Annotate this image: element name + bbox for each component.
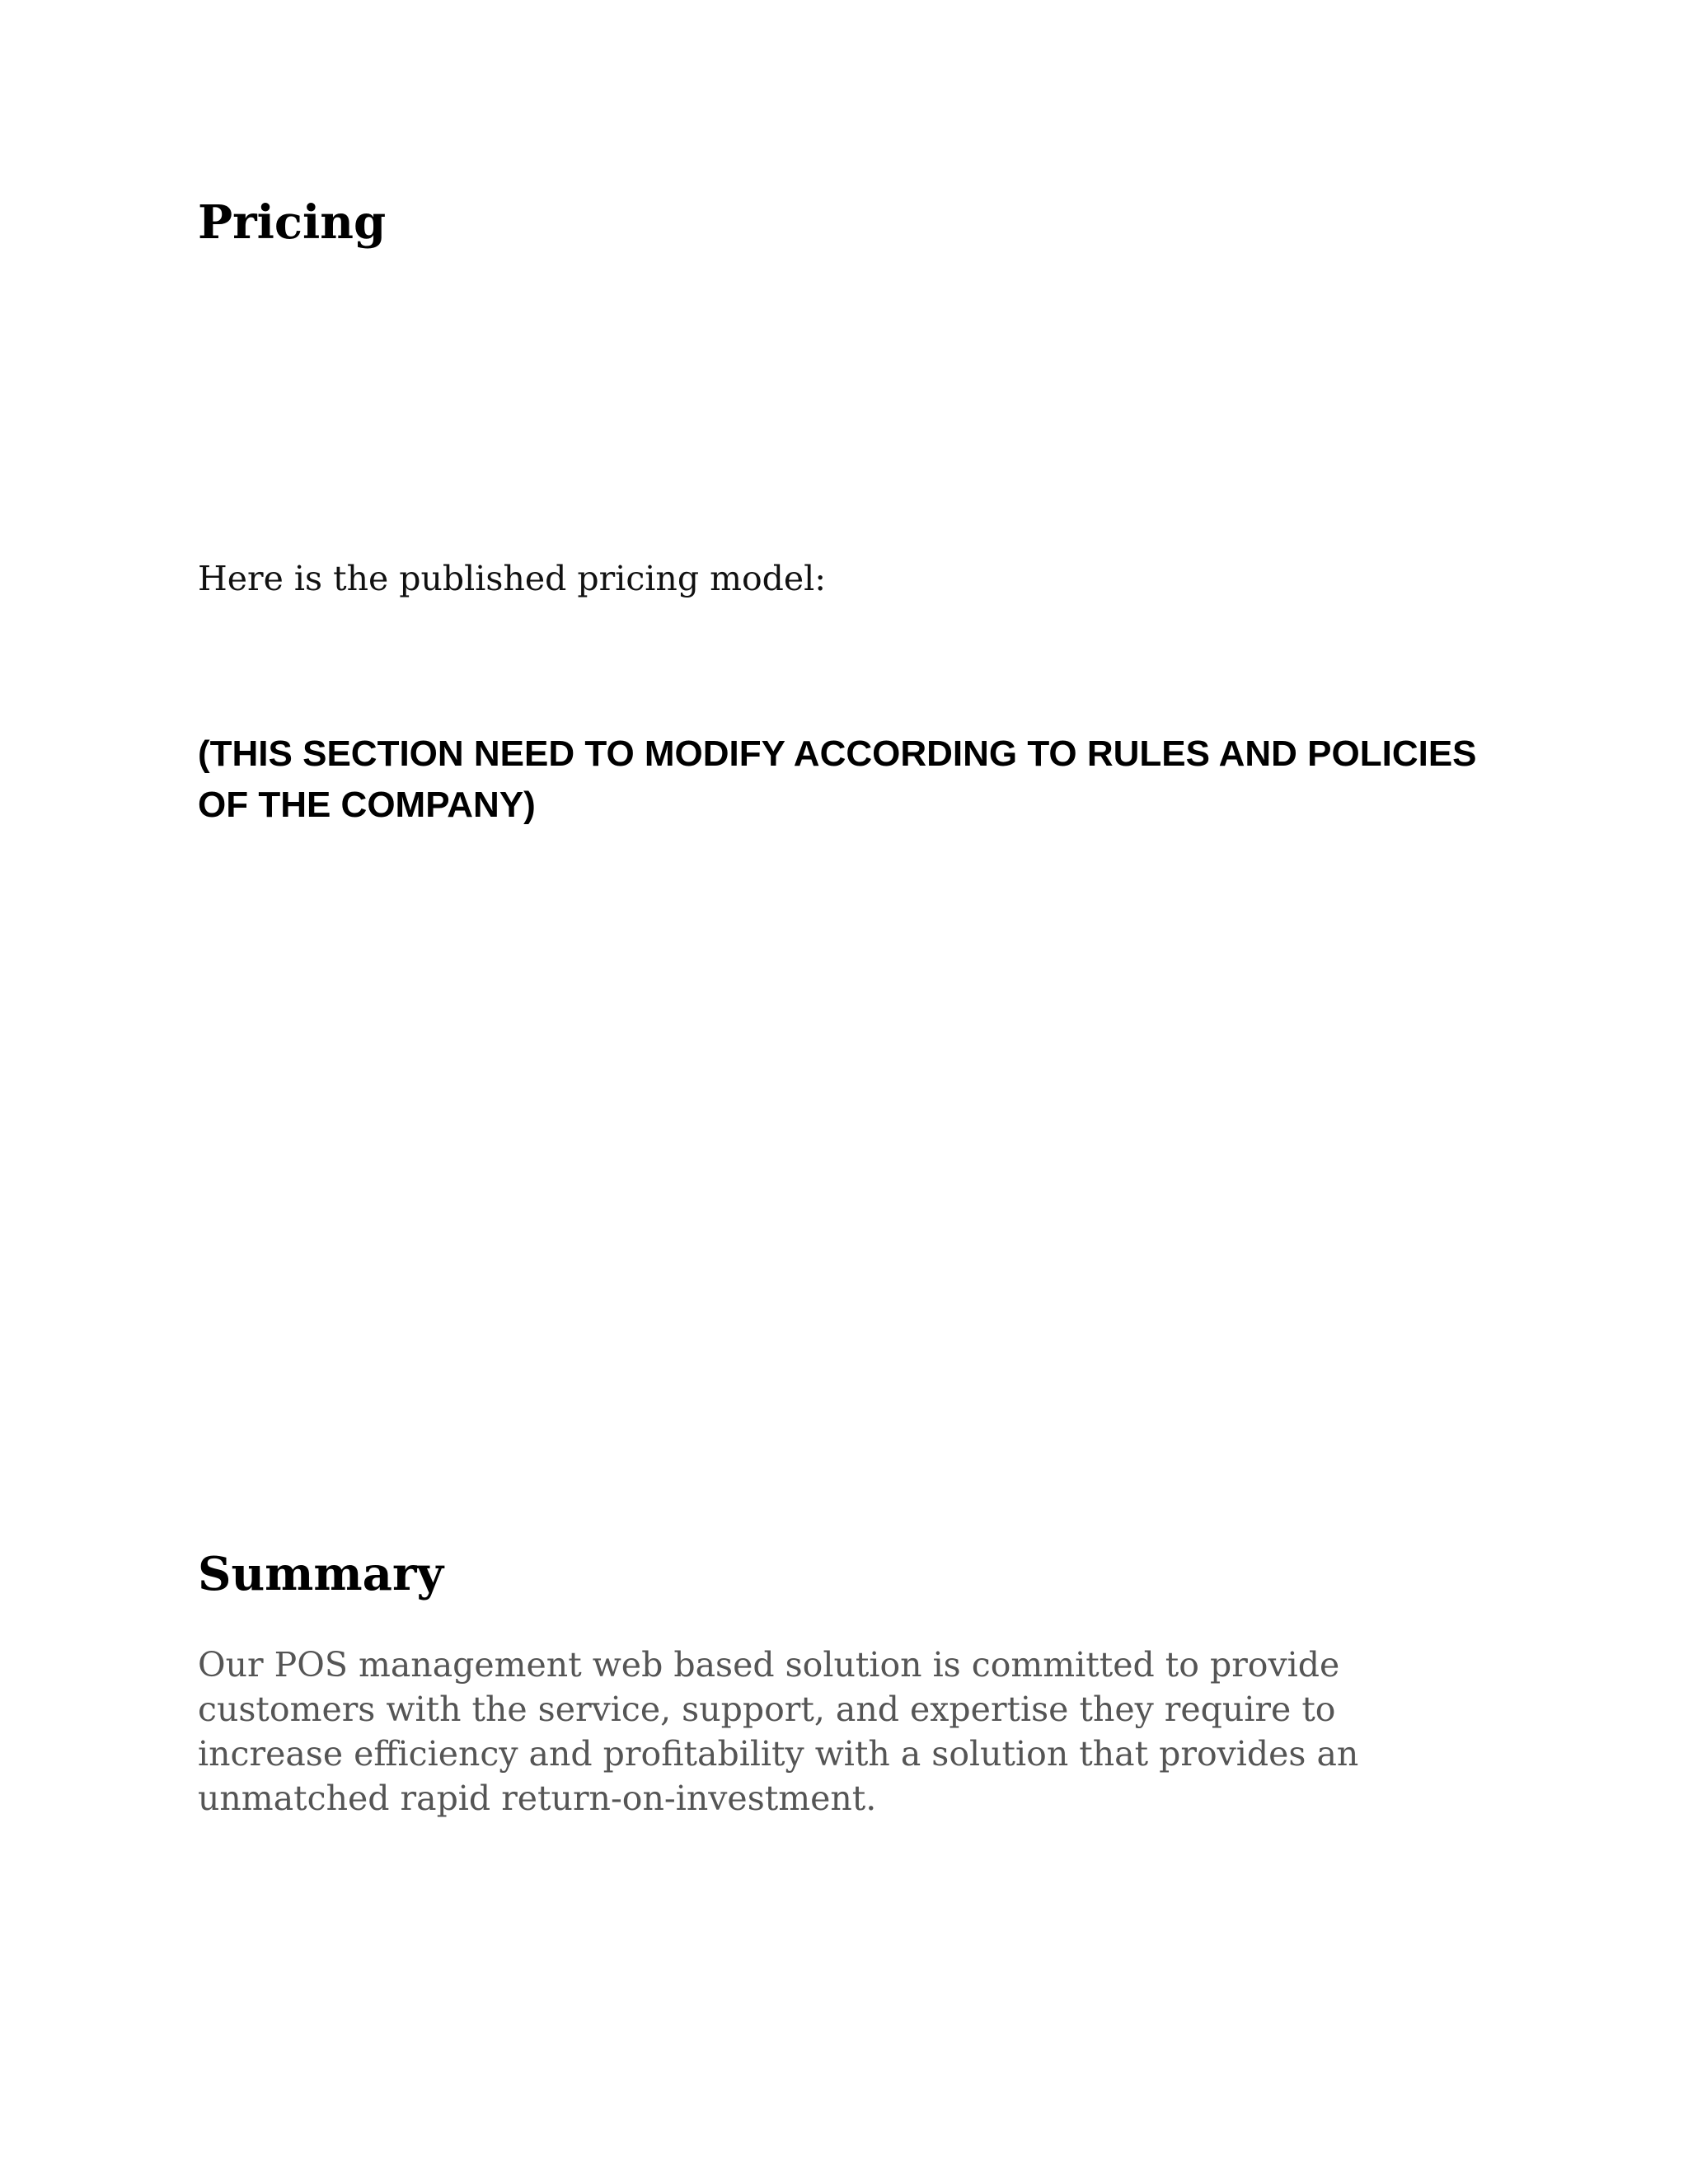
summary-paragraph: Our POS management web based solution is committed to provide customers with the service, support, and expertise they require to increase efficiency and profitability with a solution that provides an unmatched rapid return-on-investment. <box>198 1645 1359 1818</box>
pricing-intro-text: Here is the published pricing model: <box>198 559 827 598</box>
pricing-modification-notice: (THIS SECTION NEED TO MODIFY ACCORDING TO RULES AND POLICIES OF THE COMPANY) <box>198 733 1477 825</box>
pricing-heading: Pricing <box>198 195 387 250</box>
summary-heading: Summary <box>198 1547 443 1601</box>
